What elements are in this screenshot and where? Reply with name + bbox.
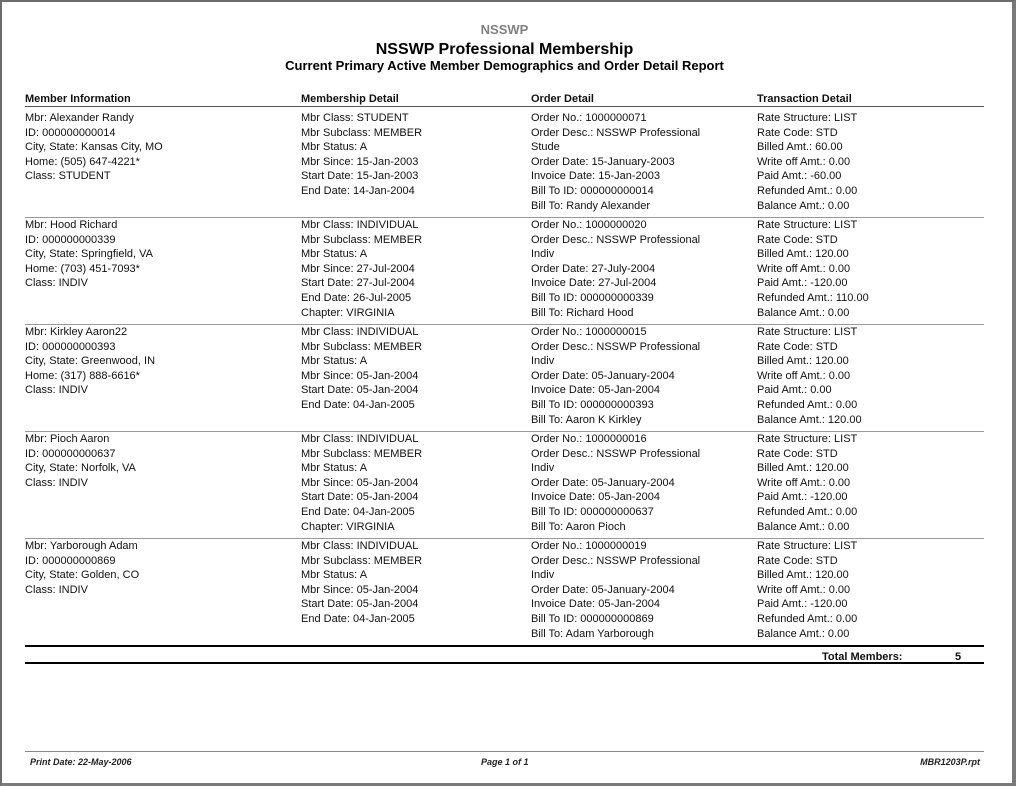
order-detail-line: Indiv bbox=[531, 355, 555, 368]
transaction-detail-line: Refunded Amt.: 110.00 bbox=[757, 291, 869, 304]
transaction-detail-line: Rate Structure: LIST bbox=[757, 326, 858, 338]
header-member-information: Member Information bbox=[25, 93, 131, 105]
order-detail-line: Order Desc.: NSSWP Professional bbox=[531, 126, 701, 139]
transaction-detail-line: Rate Structure: LIST bbox=[757, 219, 858, 231]
transaction-detail-line: Paid Amt.: -120.00 bbox=[757, 598, 848, 611]
transaction-detail-line: Paid Amt.: -120.00 bbox=[757, 491, 848, 504]
order-detail bbox=[531, 432, 751, 534]
member-information-line: City, State: Springfield, VA bbox=[25, 248, 153, 261]
total-rule-top bbox=[25, 645, 984, 647]
order-detail-line: Bill To ID: 000000000014 bbox=[531, 184, 654, 197]
membership-detail-line: Mbr Subclass: MEMBER bbox=[301, 233, 423, 246]
order-detail-line: Indiv bbox=[531, 248, 555, 261]
column-headers bbox=[25, 93, 984, 107]
transaction-detail bbox=[757, 539, 984, 641]
order-detail-line: Order Desc.: NSSWP Professional bbox=[531, 340, 701, 353]
report-file-name: MBR1203P.rpt bbox=[920, 757, 980, 767]
membership-detail-line: Mbr Class: INDIVIDUAL bbox=[301, 326, 419, 338]
member-information-line: City, State: Golden, CO bbox=[25, 569, 140, 582]
membership-detail-line: Mbr Class: INDIVIDUAL bbox=[301, 433, 419, 445]
order-detail bbox=[531, 325, 751, 427]
membership-detail-line: Mbr Status: A bbox=[301, 141, 368, 154]
transaction-detail bbox=[757, 325, 984, 427]
print-date: Print Date: 22-May-2006 bbox=[30, 757, 132, 767]
membership-detail-line: Mbr Class: INDIVIDUAL bbox=[301, 219, 419, 231]
membership-detail-line: Start Date: 15-Jan-2003 bbox=[301, 170, 419, 183]
member-information-line: ID: 000000000014 bbox=[25, 126, 116, 139]
order-detail-line: Order No.: 1000000015 bbox=[531, 326, 647, 338]
order-detail-line: Bill To: Aaron K Kirkley bbox=[531, 413, 642, 426]
order-detail-line: Invoice Date: 05-Jan-2004 bbox=[531, 598, 661, 611]
membership-detail-line: Mbr Subclass: MEMBER bbox=[301, 554, 423, 567]
order-detail-line: Invoice Date: 05-Jan-2004 bbox=[531, 384, 661, 397]
header-order-detail: Order Detail bbox=[531, 93, 594, 105]
order-detail-line: Order No.: 1000000016 bbox=[531, 433, 647, 445]
member-information-line: Class: INDIV bbox=[25, 277, 88, 290]
total-rule-bottom bbox=[25, 662, 984, 664]
membership-detail-line: Mbr Class: STUDENT bbox=[301, 112, 409, 124]
order-detail-line: Stude bbox=[531, 141, 560, 154]
order-detail-line: Indiv bbox=[531, 462, 555, 475]
order-detail-line: Order Date: 15-January-2003 bbox=[531, 155, 675, 168]
membership-detail-line: Mbr Class: INDIVIDUAL bbox=[301, 540, 419, 552]
membership-detail-line: Mbr Since: 15-Jan-2003 bbox=[301, 155, 419, 168]
transaction-detail-line: Rate Code: STD bbox=[757, 554, 838, 567]
membership-detail-line: Start Date: 05-Jan-2004 bbox=[301, 384, 419, 397]
order-detail-line: Invoice Date: 15-Jan-2003 bbox=[531, 170, 661, 183]
transaction-detail-line: Rate Structure: LIST bbox=[757, 540, 858, 552]
header-transaction-detail: Transaction Detail bbox=[757, 93, 852, 105]
member-information bbox=[25, 218, 295, 291]
member-information-line: ID: 000000000393 bbox=[25, 340, 116, 353]
transaction-detail-line: Rate Code: STD bbox=[757, 233, 838, 246]
order-detail-line: Bill To: Randy Alexander bbox=[531, 199, 651, 212]
member-information bbox=[25, 539, 295, 597]
header-membership-detail: Membership Detail bbox=[301, 93, 399, 105]
total-members-label: Total Members: bbox=[822, 651, 903, 663]
page-number: Page 1 of 1 bbox=[481, 757, 529, 767]
membership-detail bbox=[301, 111, 526, 199]
order-detail-line: Order Desc.: NSSWP Professional bbox=[531, 447, 701, 460]
order-detail-line: Order Date: 27-July-2004 bbox=[531, 262, 656, 275]
transaction-detail-line: Rate Code: STD bbox=[757, 447, 838, 460]
order-detail-line: Bill To ID: 000000000637 bbox=[531, 505, 654, 518]
membership-detail-line: Mbr Subclass: MEMBER bbox=[301, 126, 423, 139]
order-detail-line: Order No.: 1000000071 bbox=[531, 112, 647, 124]
transaction-detail-line: Write off Amt.: 0.00 bbox=[757, 583, 851, 596]
member-record bbox=[25, 218, 984, 325]
order-detail-line: Bill To: Adam Yarborough bbox=[531, 627, 654, 640]
member-information-line: Class: STUDENT bbox=[25, 170, 111, 183]
membership-detail-line: Mbr Status: A bbox=[301, 462, 368, 475]
member-information-line: Class: INDIV bbox=[25, 583, 88, 596]
report-footer bbox=[25, 757, 984, 769]
order-detail-line: Bill To ID: 000000000869 bbox=[531, 612, 654, 625]
membership-detail-line: Mbr Subclass: MEMBER bbox=[301, 447, 423, 460]
member-information-line: Mbr: Kirkley Aaron22 bbox=[25, 326, 128, 338]
membership-detail-line: Mbr Status: A bbox=[301, 248, 368, 261]
transaction-detail bbox=[757, 111, 984, 213]
org-name: NSSWP bbox=[480, 22, 529, 37]
membership-detail-line: Mbr Since: 05-Jan-2004 bbox=[301, 476, 419, 489]
membership-detail-line: Chapter: VIRGINIA bbox=[301, 306, 395, 319]
member-information-line: City, State: Greenwood, IN bbox=[25, 355, 156, 368]
membership-detail bbox=[301, 539, 526, 627]
transaction-detail-line: Write off Amt.: 0.00 bbox=[757, 262, 851, 275]
membership-detail bbox=[301, 325, 526, 413]
member-information-line: Mbr: Yarborough Adam bbox=[25, 540, 138, 552]
transaction-detail-line: Paid Amt.: -60.00 bbox=[757, 170, 842, 183]
transaction-detail-line: Paid Amt.: -120.00 bbox=[757, 277, 848, 290]
order-detail-line: Order Date: 05-January-2004 bbox=[531, 369, 675, 382]
transaction-detail-line: Paid Amt.: 0.00 bbox=[757, 384, 832, 397]
membership-detail-line: Mbr Subclass: MEMBER bbox=[301, 340, 423, 353]
transaction-detail-line: Refunded Amt.: 0.00 bbox=[757, 184, 858, 197]
order-detail bbox=[531, 218, 751, 320]
transaction-detail-line: Write off Amt.: 0.00 bbox=[757, 369, 851, 382]
membership-detail bbox=[301, 218, 526, 320]
member-information-line: Mbr: Alexander Randy bbox=[25, 112, 134, 124]
membership-detail-line: End Date: 26-Jul-2005 bbox=[301, 291, 412, 304]
transaction-detail-line: Rate Structure: LIST bbox=[757, 433, 858, 445]
order-detail-line: Order No.: 1000000019 bbox=[531, 540, 647, 552]
membership-detail-line: Mbr Status: A bbox=[301, 569, 368, 582]
member-information-line: Mbr: Hood Richard bbox=[25, 219, 118, 231]
order-detail-line: Bill To: Aaron Pioch bbox=[531, 520, 626, 533]
order-detail-line: Invoice Date: 05-Jan-2004 bbox=[531, 491, 661, 504]
membership-detail-line: Start Date: 05-Jan-2004 bbox=[301, 491, 419, 504]
member-information-line: City, State: Norfolk, VA bbox=[25, 462, 136, 475]
membership-detail-line: End Date: 04-Jan-2005 bbox=[301, 612, 415, 625]
member-information-line: Home: (505) 647-4221* bbox=[25, 155, 140, 168]
membership-detail-line: Start Date: 27-Jul-2004 bbox=[301, 277, 415, 290]
member-information-line: Home: (317) 888-6616* bbox=[25, 369, 140, 382]
transaction-detail-line: Balance Amt.: 0.00 bbox=[757, 306, 850, 319]
transaction-detail-line: Rate Code: STD bbox=[757, 126, 838, 139]
membership-detail-line: Mbr Since: 05-Jan-2004 bbox=[301, 583, 419, 596]
member-information-line: ID: 000000000869 bbox=[25, 554, 116, 567]
member-information bbox=[25, 111, 295, 184]
order-detail-line: Order Date: 05-January-2004 bbox=[531, 583, 675, 596]
transaction-detail-line: Refunded Amt.: 0.00 bbox=[757, 505, 858, 518]
member-information-line: ID: 000000000339 bbox=[25, 233, 116, 246]
total-members-value: 5 bbox=[955, 651, 962, 663]
order-detail bbox=[531, 539, 751, 641]
order-detail-line: Order Date: 05-January-2004 bbox=[531, 476, 675, 489]
order-detail-line: Bill To: Richard Hood bbox=[531, 306, 634, 319]
member-information bbox=[25, 432, 295, 490]
transaction-detail-line: Billed Amt.: 120.00 bbox=[757, 248, 849, 261]
transaction-detail-line: Balance Amt.: 120.00 bbox=[757, 413, 862, 426]
member-information-line: Mbr: Pioch Aaron bbox=[25, 433, 110, 445]
order-detail-line: Order Desc.: NSSWP Professional bbox=[531, 554, 701, 567]
membership-detail-line: End Date: 14-Jan-2004 bbox=[301, 184, 415, 197]
transaction-detail-line: Billed Amt.: 120.00 bbox=[757, 462, 849, 475]
membership-detail-line: End Date: 04-Jan-2005 bbox=[301, 398, 415, 411]
transaction-detail-line: Billed Amt.: 120.00 bbox=[757, 355, 849, 368]
transaction-detail-line: Write off Amt.: 0.00 bbox=[757, 155, 851, 168]
order-detail-line: Order No.: 1000000020 bbox=[531, 219, 647, 231]
footer-divider bbox=[25, 751, 984, 752]
membership-detail-line: Start Date: 05-Jan-2004 bbox=[301, 598, 419, 611]
membership-detail-line: Mbr Since: 05-Jan-2004 bbox=[301, 369, 419, 382]
order-detail-line: Bill To ID: 000000000393 bbox=[531, 398, 654, 411]
member-information-line: Class: INDIV bbox=[25, 476, 88, 489]
transaction-detail-line: Billed Amt.: 60.00 bbox=[757, 141, 843, 154]
member-information bbox=[25, 325, 295, 398]
membership-detail-line: Mbr Status: A bbox=[301, 355, 368, 368]
transaction-detail-line: Write off Amt.: 0.00 bbox=[757, 476, 851, 489]
member-information-line: Home: (703) 451-7093* bbox=[25, 262, 140, 275]
member-information-line: ID: 000000000637 bbox=[25, 447, 116, 460]
transaction-detail bbox=[757, 218, 984, 320]
report-title: NSSWP Professional Membership bbox=[375, 41, 634, 58]
order-detail bbox=[531, 111, 751, 213]
membership-detail-line: End Date: 04-Jan-2005 bbox=[301, 505, 415, 518]
order-detail-line: Indiv bbox=[531, 569, 555, 582]
transaction-detail-line: Refunded Amt.: 0.00 bbox=[757, 612, 858, 625]
transaction-detail-line: Rate Structure: LIST bbox=[757, 112, 858, 124]
transaction-detail-line: Rate Code: STD bbox=[757, 340, 838, 353]
member-information-line: City, State: Kansas City, MO bbox=[25, 141, 163, 154]
membership-detail bbox=[301, 432, 526, 534]
member-information-line: Class: INDIV bbox=[25, 384, 88, 397]
transaction-detail-line: Billed Amt.: 120.00 bbox=[757, 569, 849, 582]
order-detail-line: Invoice Date: 27-Jul-2004 bbox=[531, 277, 657, 290]
member-record bbox=[25, 539, 984, 646]
member-records bbox=[25, 111, 984, 646]
header-divider bbox=[25, 106, 984, 107]
member-record bbox=[25, 111, 984, 218]
transaction-detail-line: Balance Amt.: 0.00 bbox=[757, 627, 850, 640]
transaction-detail-line: Balance Amt.: 0.00 bbox=[757, 520, 850, 533]
membership-detail-line: Mbr Since: 27-Jul-2004 bbox=[301, 262, 415, 275]
report-subtitle: Current Primary Active Member Demographics and Order Detail Report bbox=[285, 58, 724, 73]
transaction-detail-line: Refunded Amt.: 0.00 bbox=[757, 398, 858, 411]
order-detail-line: Bill To ID: 000000000339 bbox=[531, 291, 654, 304]
member-record bbox=[25, 432, 984, 539]
transaction-detail bbox=[757, 432, 984, 534]
transaction-detail-line: Balance Amt.: 0.00 bbox=[757, 199, 850, 212]
member-record bbox=[25, 325, 984, 432]
membership-detail-line: Chapter: VIRGINIA bbox=[301, 520, 395, 533]
order-detail-line: Order Desc.: NSSWP Professional bbox=[531, 233, 701, 246]
